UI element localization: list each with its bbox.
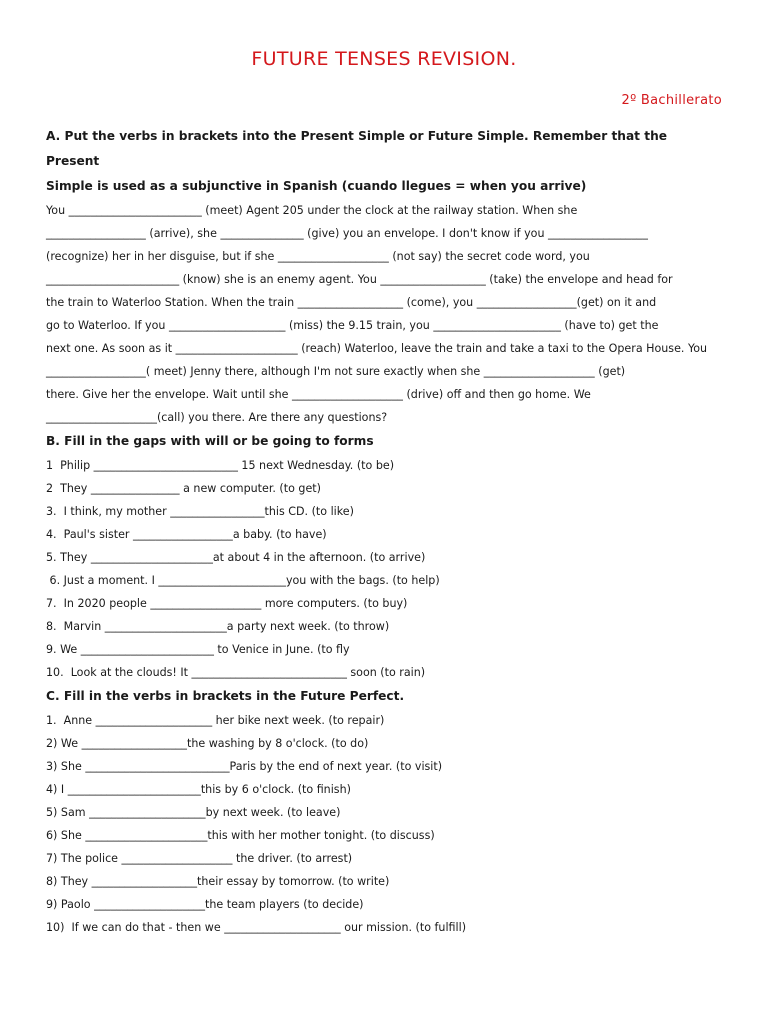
exercise-item: 2 They ________________ a new computer. (to get) [46,482,321,495]
exercise-item: 2) We ___________________the washing by 8 o'clock. (to do) [46,737,369,750]
exercise-item: 10) If we can do that - then we _____________________ our mission. (to fulfill) [46,921,467,934]
section-a-heading-line-1: A. Put the verbs in brackets into the Present Simple or Future Simple. Remember that the Present [46,129,668,168]
exercise-item: 5. They ______________________at about 4 in the afternoon. (to arrive) [46,551,426,564]
exercise-item: 9) Paolo ____________________the team players (to decide) [46,898,364,911]
exercise-item: 3) She __________________________Paris by the end of next year. (to visit) [46,760,443,773]
section-a-line: ____________________(call) you there. Are there any questions? [46,411,388,424]
section-a-line: next one. As soon as it ______________________ (reach) Waterloo, leave the train and take a taxi to the Opera House. You [46,342,708,355]
exercise-item: 6. Just a moment. I _______________________you with the bags. (to help) [46,574,440,587]
exercise-item: 7. In 2020 people ____________________ more computers. (to buy) [46,597,408,610]
section-b-heading: B. Fill in the gaps with will or be going to forms [46,434,374,448]
section-a-line: __________________ (arrive), she _______________ (give) you an envelope. I don't know if you __________________ [46,227,648,240]
exercise-item: 1. Anne _____________________ her bike next week. (to repair) [46,714,385,727]
section-a-line: go to Waterloo. If you _____________________ (miss) the 9.15 train, you _______________________ (have to) get the [46,319,659,332]
exercise-item: 9. We ________________________ to Venice in June. (to fly [46,643,350,656]
exercise-item: 8. Marvin ______________________a party next week. (to throw) [46,620,390,633]
worksheet-content [46,124,722,939]
exercise-item: 5) Sam _____________________by next week. (to leave) [46,806,341,819]
page-title: FUTURE TENSES REVISION. [251,48,517,70]
section-a-line: there. Give her the envelope. Wait until she ____________________ (drive) off and then go home. We [46,388,591,401]
exercise-item: 7) The police ____________________ the driver. (to arrest) [46,852,353,865]
exercise-item: 6) She ______________________this with her mother tonight. (to discuss) [46,829,435,842]
section-c [46,684,722,939]
level-subtitle: 2º Bachillerato [621,93,722,108]
section-a-line: __________________( meet) Jenny there, although I'm not sure exactly when she ____________________ (get) [46,365,626,378]
exercise-item: 1 Philip __________________________ 15 next Wednesday. (to be) [46,459,395,472]
section-a-line: (recognize) her in her disguise, but if she ____________________ (not say) the secret code word, you [46,250,590,263]
exercise-item: 10. Look at the clouds! It ____________________________ soon (to rain) [46,666,426,679]
section-a-line: the train to Waterloo Station. When the train ___________________ (come), you __________________(get) on it and [46,296,657,309]
section-a-heading-line-2: Simple is used as a subjunctive in Spanish (cuando llegues = when you arrive) [46,179,587,193]
exercise-item: 8) They ___________________their essay by tomorrow. (to write) [46,875,390,888]
section-a-line: You ________________________ (meet) Agent 205 under the clock at the railway station. When she [46,204,578,217]
section-c-heading: C. Fill in the verbs in brackets in the Future Perfect. [46,689,405,703]
section-a [46,124,722,429]
exercise-item: 3. I think, my mother _________________this CD. (to like) [46,505,354,518]
section-b [46,429,722,684]
exercise-item: 4. Paul's sister __________________a baby. (to have) [46,528,327,541]
section-a-line: ________________________ (know) she is an enemy agent. You ___________________ (take) the envelope and head for [46,273,673,286]
exercise-item: 4) I ________________________this by 6 o'clock. (to finish) [46,783,351,796]
